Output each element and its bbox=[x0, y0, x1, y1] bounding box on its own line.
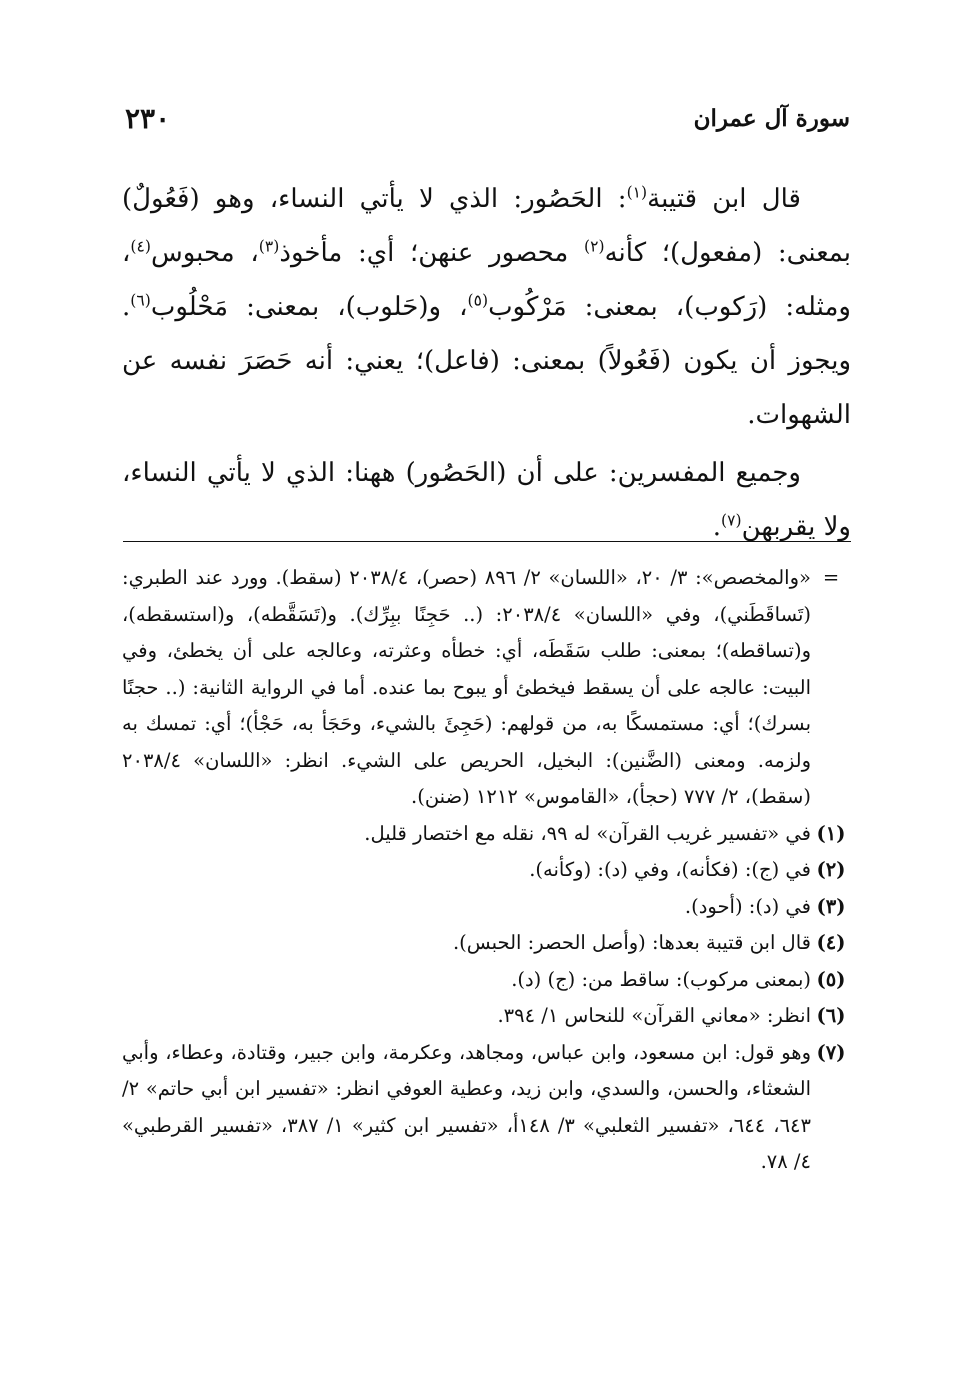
footnote-ref-3: (٣) bbox=[258, 237, 280, 256]
footnote-continuation bbox=[122, 560, 851, 816]
footnote-6 bbox=[122, 998, 851, 1035]
footnote-3 bbox=[122, 889, 851, 926]
footnote-ref-7: (٧) bbox=[721, 511, 742, 530]
text-run: . bbox=[712, 512, 722, 542]
footnote-ref-1: (١) bbox=[626, 183, 648, 202]
footnote-number: (٥) bbox=[816, 967, 846, 991]
footnote-1 bbox=[122, 816, 851, 853]
footnote-ref-6: (٦) bbox=[130, 291, 151, 310]
paragraph-1 bbox=[122, 172, 851, 442]
footnote-number: (٦) bbox=[816, 1004, 846, 1027]
footnote-number: (٣) bbox=[816, 894, 846, 918]
text-run: . ويجوز أن يكون (فَعُولاً) بمعنى: (فاعل)؛ يعني: أنه حَصَرَ نفسه عن الشهوات. bbox=[122, 292, 851, 430]
footnote-5 bbox=[122, 962, 851, 999]
footnote-2 bbox=[122, 852, 851, 889]
page-header bbox=[125, 98, 850, 138]
footnote-7 bbox=[122, 1035, 851, 1181]
running-title: سورة آل عمران bbox=[693, 104, 850, 132]
footnote-text: قال ابن قتيبة بعدها: (وأصل الحصر: الحبس). bbox=[452, 931, 811, 954]
footnotes bbox=[122, 560, 851, 1181]
paragraph-2 bbox=[122, 446, 851, 554]
continuation-text: «والمخصص»: ٣/ ٢٠، «اللسان» ٢/ ٨٩٦ (حصر)، ٢٠٣٨/٤ (سقط). وورد عند الطبري: (تَساقَطَني)، وفي «اللسان» ٢٠٣٨/٤: (.. حَجِنًا ببِرِّك). و(تَسَقَّطه)، و(استسقطه)، و(تساقطه)؛ بمعنى: طلب سَقَطَه، أي: خطأه وعثرته، وعالجه على أن يخطئ، وفي البيت: عالجه على أن يسقط فيخطئ أو يبوح بما عنده. أما في الرواية الثانية: (.. حجنًا بسرك)؛ أي: مستمسكًا به، من قولهم: (حَجِئَ بالشيء، وحَجَأ به، حَجْأ)؛ أي: تمسك به ولزمه. ومعنى (الضَّنين): البخيل، الحريص على الشيء. انظر: «اللسان» ٢٠٣٨/٤ (سقط)، ٢/ ٧٧٧ (حجأ)، «القاموس» ١٢١٢ (ضنن). bbox=[122, 566, 811, 808]
footnote-text: انظر: «معاني القرآن» للنحاس ١/ ٣٩٤. bbox=[497, 1004, 811, 1027]
footnote-number: (٤) bbox=[816, 931, 846, 954]
footnote-number: (٧) bbox=[816, 1040, 846, 1064]
footnote-text: (بمعنى مركوب): ساقط من: (ج) (د). bbox=[511, 967, 811, 991]
text-run: وجميع المفسرين: على أن (الحَصُور) ههنا: الذي لا يأتي النساء، ولا يقربهن bbox=[122, 458, 851, 542]
main-text bbox=[122, 172, 851, 554]
page-number: ٢٣٠ bbox=[125, 101, 171, 135]
text-run: ، ومثله: (رَكوب)، بمعنى: مَرْكُوب bbox=[122, 238, 851, 322]
footnote-text: في (د): (أحود). bbox=[684, 894, 811, 918]
footnote-ref-4: (٤) bbox=[130, 237, 151, 256]
footnote-text: في (ج): (فكأنه)، وفي (د): (وكأنه). bbox=[529, 858, 811, 881]
footnote-ref-5: (٥) bbox=[467, 291, 489, 310]
footnote-number: (١) bbox=[816, 821, 846, 845]
continuation-mark: = bbox=[822, 566, 840, 589]
footnote-number: (٢) bbox=[816, 858, 846, 881]
text-run: ، محبوس bbox=[150, 238, 259, 268]
footnote-separator bbox=[123, 541, 851, 542]
text-run: ، و(حَلوب)، بمعنى: مَحْلُوب bbox=[150, 292, 468, 322]
footnote-text: في «تفسير غريب القرآن» له ٩٩، نقله مع اختصار قليل. bbox=[364, 821, 811, 845]
footnote-ref-2: (٢) bbox=[584, 237, 605, 256]
text-run: محصور عنهن؛ أي: مأخوذ bbox=[279, 238, 585, 268]
text-run: قال ابن قتيبة bbox=[647, 184, 801, 214]
text-run: : الحَصُور: الذي لا يأتي النساء، وهو (فَعُولٌ) بمعنى: (مفعول)؛ كأنه bbox=[122, 184, 852, 268]
footnote-text: وهو قول: ابن مسعود، وابن عباس، ومجاهد، وعكرمة، وابن جبير، وقتادة، وعطاء، وأبي الشعثاء، والحسن، والسدي، وابن زيد، وعطية العوفي انظر: «تفسير ابن أبي حاتم» ٢/ ٦٤٣، ٦٤٤، «تفسير الثعلبي» ٣/ ١٤٨أ، «تفسير ابن كثير» ١/ ٣٨٧، «تفسير القرطبي» ٤/ ٧٨. bbox=[122, 1040, 811, 1173]
footnote-4 bbox=[122, 925, 851, 962]
